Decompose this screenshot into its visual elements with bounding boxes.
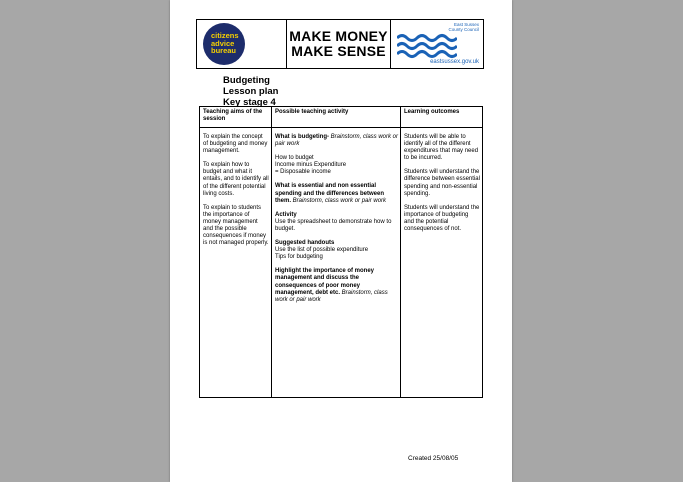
created-date: Created 25/08/05 xyxy=(408,455,459,462)
activity-paragraph: Highlight the importance of money management and discuss the consequences of poor money management, debt etc. Brainstorm, class work or pair work xyxy=(275,268,388,303)
east-sussex-logo xyxy=(391,20,483,68)
outcome-text: Students will be able to identify all of the different expenditures that may need to be incurred. xyxy=(404,134,479,162)
column-header: Possible teaching activity xyxy=(275,109,349,115)
citizens-advice-bureau-logo xyxy=(203,23,245,65)
title-cell xyxy=(287,20,391,68)
document-page xyxy=(170,0,512,482)
cab-logo-line: citizens xyxy=(211,31,239,40)
column-teaching-activity xyxy=(272,107,401,397)
activity-paragraph: Activity Use the spreadsheet to demonstrate how to budget. xyxy=(275,211,392,232)
column-learning-outcomes xyxy=(401,107,482,397)
council-logo-cell xyxy=(391,20,483,68)
activity-paragraph: How to budget Income minus Expenditure = Disposable income xyxy=(275,155,347,176)
aim-text: To explain how to budget and what it entails, and to identify all of the different potential living costs. xyxy=(203,162,269,197)
column-header: Teaching aims of the session xyxy=(203,109,263,122)
title-line-1: MAKE MONEY xyxy=(289,28,388,44)
heading-topic: Budgeting xyxy=(223,75,270,86)
aim-text: To explain to students the importance of money management and the possible consequences if money is not managed properly. xyxy=(203,204,269,247)
activity-paragraph: Suggested handouts Use the list of possible expenditure Tips for budgeting xyxy=(275,240,369,261)
column-teaching-aims xyxy=(200,107,272,397)
council-name-line: East Sussex xyxy=(453,22,479,27)
header-table xyxy=(196,19,484,69)
title-line-2: MAKE SENSE xyxy=(291,43,386,59)
activity-paragraph: What is budgeting- Brainstorm, class work or pair work xyxy=(275,134,399,148)
aim-text: To explain the concept of budgeting and money management. xyxy=(203,134,268,155)
cab-logo-line: advice xyxy=(211,38,235,48)
cab-logo-line: bureau xyxy=(211,46,237,55)
council-url: eastsussex.gov.uk xyxy=(430,59,479,65)
waves-icon xyxy=(397,30,457,60)
lesson-plan-table xyxy=(199,106,483,398)
heading-key-stage: Key stage 4 xyxy=(223,97,276,108)
outcome-text: Students will understand the importance of budgeting and the potential consequences of not. xyxy=(404,204,480,233)
cab-logo-cell xyxy=(197,20,287,68)
column-header: Learning outcomes xyxy=(404,109,460,115)
lesson-headings xyxy=(223,75,278,108)
outcome-text: Students will understand the difference between essential spending and non-essential spending. xyxy=(404,169,480,197)
council-name-line: County Council xyxy=(448,27,479,32)
activity-paragraph: What is essential and non essential spending and the differences between them. Brainstorm, class work or pair work xyxy=(275,183,387,204)
heading-lesson-plan: Lesson plan xyxy=(223,86,279,97)
